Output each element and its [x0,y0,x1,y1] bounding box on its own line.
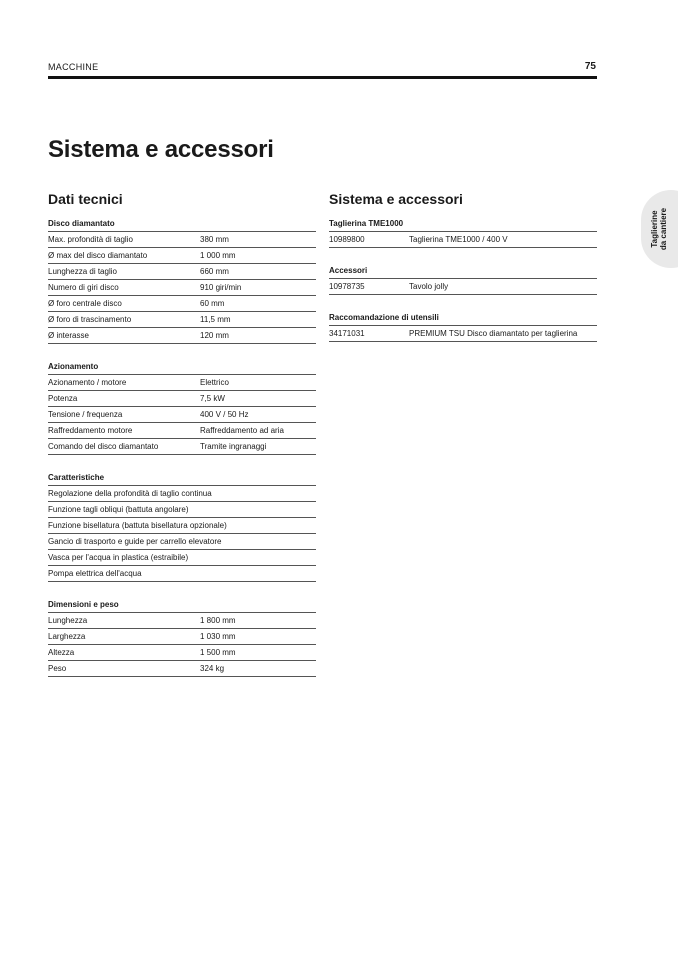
spec-row [48,613,316,629]
spec-group-title: Caratteristiche [48,471,316,486]
accessory-group [329,217,597,248]
spec-group [48,217,316,344]
spec-value: 324 kg [200,664,225,673]
spec-row [48,407,316,423]
side-tab-label [650,191,668,267]
article-code: 10978735 [329,282,365,291]
dati-tecnici-groups [48,217,316,677]
spec-value: 1 030 mm [200,632,236,641]
side-tab-line-2: da cantiere [659,207,668,251]
spec-group [48,471,316,582]
dati-tecnici-heading: Dati tecnici [48,191,123,207]
sistema-groups [329,217,597,342]
spec-row [48,328,316,344]
accessory-group-title: Taglierina TME1000 [329,217,597,232]
spec-label: Lunghezza [48,616,88,625]
spec-label: Azionamento / motore [48,378,127,387]
spec-label: Tensione / frequenza [48,410,123,419]
spec-row [48,550,316,566]
spec-group [48,360,316,455]
spec-label: Comando del disco diamantato [48,442,159,451]
article-code: 10989800 [329,235,365,244]
spec-label: Pompa elettrica dell'acqua [48,569,142,578]
page-title: Sistema e accessori [48,136,274,163]
spec-value: Raffreddamento ad aria [200,426,284,435]
accessory-group-title: Accessori [329,264,597,279]
spec-value: 7,5 kW [200,394,225,403]
spec-row [48,518,316,534]
spec-label: Ø foro centrale disco [48,299,122,308]
running-header-section: MACCHINE [48,62,99,72]
dati-tecnici-column [48,192,316,693]
spec-label: Ø interasse [48,331,89,340]
sistema-heading: Sistema e accessori [329,191,463,207]
accessory-row [329,279,597,295]
spec-value: 910 giri/min [200,283,242,292]
spec-row [48,423,316,439]
spec-label: Vasca per l'acqua in plastica (estraibile) [48,553,189,562]
spec-value: 660 mm [200,267,229,276]
spec-row [48,486,316,502]
spec-label: Raffreddamento motore [48,426,133,435]
spec-label: Numero di giri disco [48,283,119,292]
accessory-row [329,232,597,248]
spec-row [48,264,316,280]
spec-value: 380 mm [200,235,229,244]
accessory-group [329,311,597,342]
side-tab-line-1: Taglierine [650,210,659,248]
spec-label: Altezza [48,648,75,657]
accessory-group [329,264,597,295]
header-rule [48,76,597,79]
spec-row [48,566,316,582]
spec-row [48,661,316,677]
spec-label: Funzione bisellatura (battuta bisellatura opzionale) [48,521,227,530]
spec-row [48,375,316,391]
spec-value: Tramite ingranaggi [200,442,267,451]
spec-value: 120 mm [200,331,229,340]
spec-label: Regolazione della profondità di taglio continua [48,489,212,498]
spec-label: Max. profondità di taglio [48,235,133,244]
article-description: Taglierina TME1000 / 400 V [409,235,508,244]
spec-row [48,232,316,248]
spec-value: Elettrico [200,378,229,387]
spec-label: Peso [48,664,67,673]
spec-row [48,439,316,455]
spec-label: Ø foro di trascinamento [48,315,132,324]
spec-label: Gancio di trasporto e guide per carrello elevatore [48,537,222,546]
spec-row [48,629,316,645]
spec-row [48,645,316,661]
spec-row [48,280,316,296]
spec-group [48,598,316,677]
spec-row [48,248,316,264]
spec-group-title: Azionamento [48,360,316,375]
spec-row [48,296,316,312]
spec-label: Potenza [48,394,78,403]
accessory-row [329,326,597,342]
spec-label: Lunghezza di taglio [48,267,117,276]
spec-value: 400 V / 50 Hz [200,410,249,419]
spec-group-title: Dimensioni e peso [48,598,316,613]
spec-group-title: Disco diamantato [48,217,316,232]
article-description: PREMIUM TSU Disco diamantato per taglierina [409,329,578,338]
sistema-column [329,192,597,358]
spec-value: 11,5 mm [200,315,231,324]
spec-value: 1 500 mm [200,648,236,657]
spec-row [48,502,316,518]
article-description: Tavolo jolly [409,282,449,291]
spec-label: Larghezza [48,632,86,641]
spec-row [48,534,316,550]
spec-value: 1 800 mm [200,616,236,625]
spec-row [48,312,316,328]
spec-value: 60 mm [200,299,225,308]
spec-row [48,391,316,407]
page-number: 75 [584,61,596,72]
spec-label: Ø max del disco diamantato [48,251,148,260]
article-code: 34171031 [329,329,365,338]
spec-label: Funzione tagli obliqui (battuta angolare) [48,505,189,514]
spec-value: 1 000 mm [200,251,236,260]
accessory-group-title: Raccomandazione di utensili [329,311,597,326]
